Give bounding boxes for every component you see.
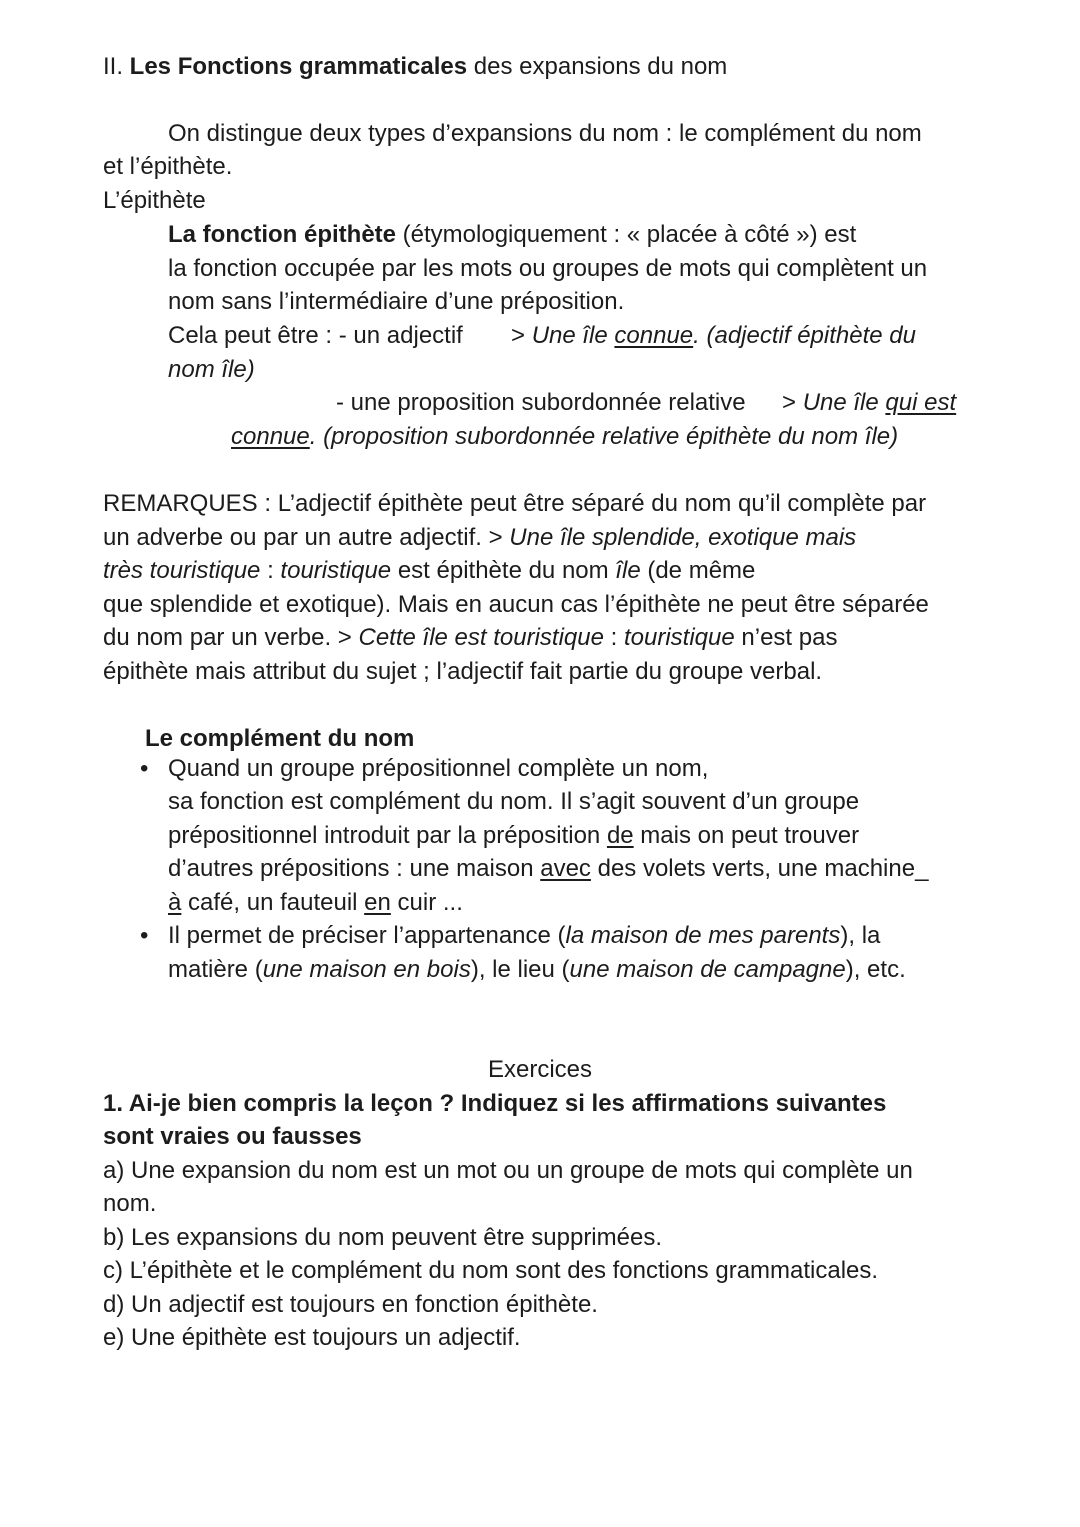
b1-l4-text-2: des volets verts, une machine [590, 855, 916, 882]
heading-suffix: des expansions du nom [467, 53, 728, 80]
example-1-lead: Cela peut être : - un adjectif [168, 322, 463, 349]
heading-bold: Les Fonctions grammaticales [129, 53, 468, 80]
remarques-l5-italic-1: Cette île est touristique [358, 624, 604, 651]
remarques-l2-italic: Une île splendide, exotique mais [509, 524, 857, 551]
remarques-l5-italic-2: touristique [623, 624, 735, 651]
epithete-def-line-1 [168, 218, 856, 252]
epithete-example-2-phrase [782, 386, 956, 420]
section-heading [103, 50, 727, 84]
example-2-lead: - une proposition subordonnée relative [336, 389, 746, 416]
b2-l2-italic-2: une maison de campagne [569, 956, 846, 983]
remarques-l5-text-3: n’est pas [734, 624, 838, 651]
example-1-italic-1: Une île [531, 322, 615, 349]
epithete-example-1-phrase [511, 319, 916, 353]
b1-l3-text-1: prépositionnel introduit par la préposition [168, 822, 607, 849]
epithete-example-1 [168, 319, 463, 353]
b2-l2-text-2: ), le lieu ( [470, 956, 570, 983]
complement-heading-text: Le complément du nom [145, 725, 415, 752]
statement-d: d) Un adjectif est toujours en fonction épithète. [103, 1291, 598, 1318]
b1-l3-underlined: de [606, 822, 634, 849]
epithete-example-2 [336, 386, 746, 420]
remarques-l3-text-3: (de même [640, 557, 756, 584]
remarques-line-6: épithète mais attribut du sujet ; l’adjectif fait partie du groupe verbal. [103, 658, 823, 685]
example-1-italic-2: . (adjectif épithète du [693, 322, 916, 349]
bullet-1-line-4 [168, 852, 928, 886]
b1-l5-underlined-2: en [364, 889, 391, 916]
example-2-italic-2: . (proposition subordonnée relative épithète du nom île) [309, 423, 899, 450]
remarques-l3-italic-1: très touristique [103, 557, 261, 584]
remarques-line-3 [103, 554, 755, 588]
epithete-example-2-line-2 [231, 420, 898, 454]
b1-l5-text-2: cuir ... [390, 889, 463, 916]
remarques-line-4: que splendide et exotique). Mais en aucun cas l’épithète ne peut être séparée [103, 591, 929, 618]
epithete-def-line-3: nom sans l’intermédiaire d’une préposition. [168, 288, 625, 315]
bullet-1-line-2: sa fonction est complément du nom. Il s’agit souvent d’un groupe [168, 788, 860, 815]
b1-l4-underlined: avec [540, 855, 591, 882]
b1-l5-text-1: café, un fauteuil [181, 889, 365, 916]
epithete-def-bold: La fonction épithète [168, 221, 396, 248]
example-2-gt: > [782, 389, 803, 416]
bullet-1-line-1: Quand un groupe prépositionnel complète un nom, [168, 755, 709, 782]
b2-l1-text-1: Il permet de préciser l’appartenance ( [168, 922, 566, 949]
question-1-line-1 [103, 1087, 886, 1121]
remarques-l3-text-2: est épithète du nom [391, 557, 616, 584]
b2-l1-italic: la maison de mes parents [565, 922, 841, 949]
bullet-2-marker: • [140, 922, 149, 949]
b2-l2-italic-1: une maison en bois [262, 956, 471, 983]
exercices-title: Exercices [487, 1056, 593, 1083]
statement-b: b) Les expansions du nom peuvent être supprimées. [103, 1224, 662, 1251]
b1-l4-trail: _ [915, 855, 929, 882]
remarques-line-1: REMARQUES : L’adjectif épithète peut être séparé du nom qu’il complète par [103, 490, 927, 517]
remarques-l5-text-1: du nom par un verbe. > [103, 624, 359, 651]
example-2-underlined-2: connue [231, 423, 310, 450]
example-1-underlined: connue [614, 322, 694, 349]
bullet-2-line-1 [168, 919, 880, 953]
bullet-1-line-3 [168, 819, 859, 853]
bullet-1-line-5 [168, 886, 463, 920]
remarques-l2-text: un adverbe ou par un autre adjectif. > [103, 524, 510, 551]
remarques-l5-text-2: : [603, 624, 624, 651]
b2-l2-text-1: matière ( [168, 956, 263, 983]
b1-l3-text-2: mais on peut trouver [633, 822, 860, 849]
statement-c: c) L’épithète et le complément du nom sont des fonctions grammaticales. [103, 1257, 879, 1284]
complement-heading [145, 722, 414, 756]
intro-line-2: et l’épithète. [103, 153, 233, 180]
statement-e: e) Une épithète est toujours un adjectif. [103, 1324, 521, 1351]
b1-l4-text-1: d’autres prépositions : une maison [168, 855, 541, 882]
remarques-line-2 [103, 521, 856, 555]
b2-l1-text-2: ), la [840, 922, 881, 949]
example-1-cont: nom île) [168, 356, 255, 383]
question-1-line-2 [103, 1120, 362, 1154]
remarques-l3-italic-2: touristique [280, 557, 392, 584]
epithete-heading: L’épithète [103, 187, 206, 214]
b1-l5-underlined-1: à [168, 889, 182, 916]
question-1-text-2: sont vraies ou fausses [103, 1123, 362, 1150]
epithete-def-rest: (étymologiquement : « placée à côté ») est [396, 221, 857, 248]
epithete-example-1-line-2 [168, 353, 255, 387]
statement-a-line-1: a) Une expansion du nom est un mot ou un groupe de mots qui complète un [103, 1157, 913, 1184]
remarques-line-5 [103, 621, 837, 655]
epithete-def-line-2: la fonction occupée par les mots ou groupes de mots qui complètent un [168, 255, 928, 282]
heading-prefix: II. [103, 53, 130, 80]
example-2-italic-1: Une île [802, 389, 886, 416]
question-1-text-1: 1. Ai-je bien compris la leçon ? Indiquez si les affirmations suivantes [103, 1090, 887, 1117]
example-1-gt: > [511, 322, 532, 349]
remarques-l3-text-1: : [260, 557, 281, 584]
remarques-l3-italic-3: île [615, 557, 641, 584]
statement-a-line-2: nom. [103, 1190, 157, 1217]
intro-line-1: On distingue deux types d’expansions du nom : le complément du nom [168, 120, 922, 147]
example-2-underlined-1: qui est [885, 389, 957, 416]
bullet-1-marker: • [140, 755, 149, 782]
b2-l2-text-3: ), etc. [845, 956, 906, 983]
bullet-2-line-2 [168, 953, 906, 987]
